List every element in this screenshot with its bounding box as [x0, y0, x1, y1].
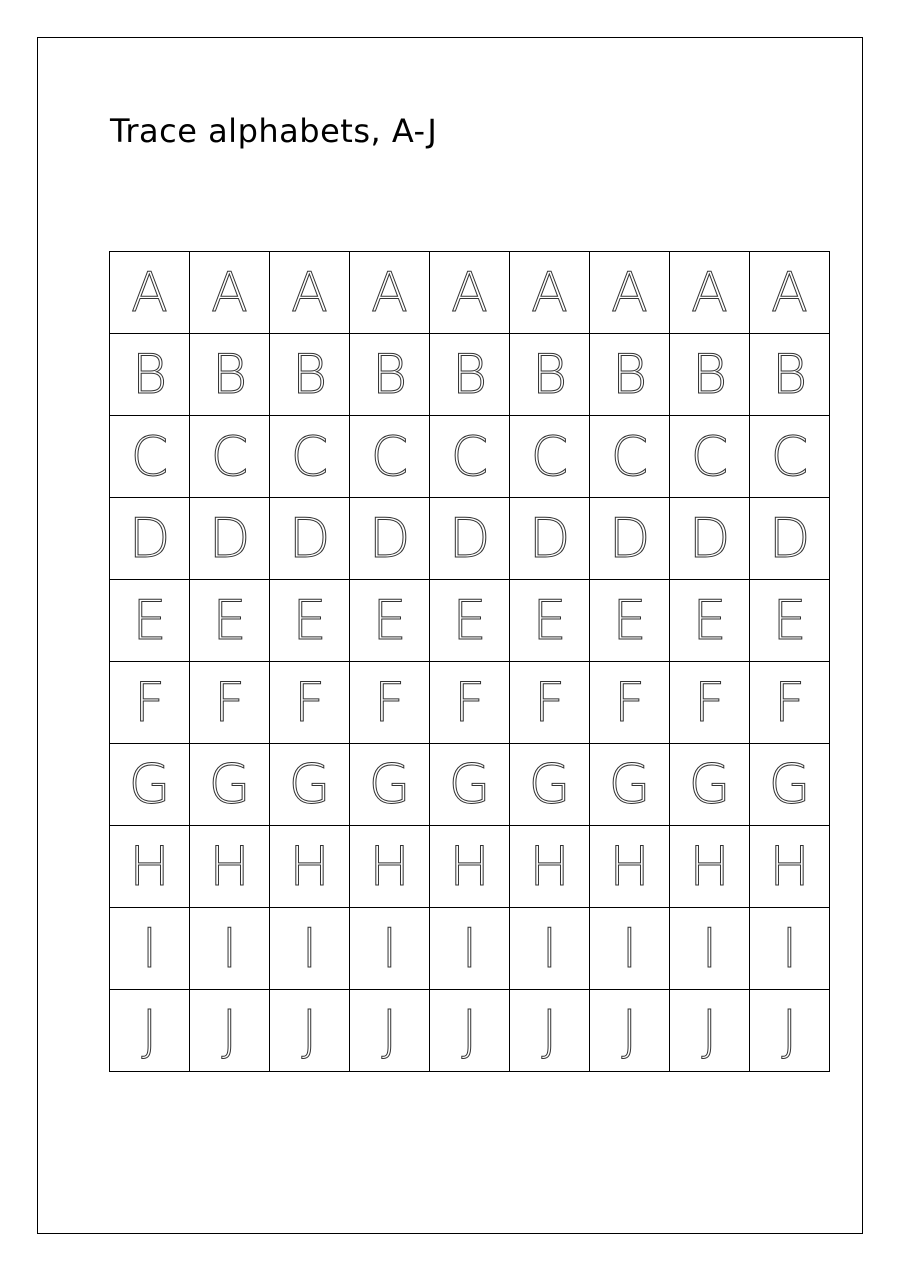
letter-row-e — [110, 580, 830, 662]
dotted-letter: E — [452, 588, 487, 652]
letter-row-j — [110, 990, 830, 1072]
trace-cell — [510, 662, 590, 744]
dotted-letter: J — [461, 998, 478, 1062]
trace-cell — [670, 416, 750, 498]
dotted-letter: B — [531, 342, 568, 406]
dotted-letter: E — [692, 588, 727, 652]
dotted-letter: F — [693, 670, 726, 734]
dotted-letter: A — [291, 260, 328, 324]
dotted-letter: J — [701, 998, 718, 1062]
trace-cell — [190, 826, 270, 908]
trace-cell — [590, 334, 670, 416]
trace-cell — [350, 498, 430, 580]
dotted-letter: F — [613, 670, 646, 734]
letter-row-i — [110, 908, 830, 990]
trace-cell — [590, 908, 670, 990]
trace-cell — [430, 416, 510, 498]
tracing-grid-body — [110, 252, 830, 1072]
dotted-letter: C — [290, 424, 329, 488]
dotted-letter: I — [781, 916, 798, 980]
trace-cell — [110, 662, 190, 744]
trace-cell — [190, 744, 270, 826]
trace-cell — [110, 990, 190, 1072]
dotted-letter: C — [210, 424, 249, 488]
dotted-letter: H — [449, 834, 490, 898]
dotted-letter: I — [701, 916, 718, 980]
dotted-letter: G — [688, 752, 731, 816]
trace-cell — [350, 334, 430, 416]
dotted-letter: E — [612, 588, 647, 652]
trace-cell — [350, 416, 430, 498]
trace-cell — [510, 416, 590, 498]
dotted-letter: C — [610, 424, 649, 488]
trace-cell — [110, 744, 190, 826]
trace-cell — [510, 908, 590, 990]
trace-cell — [670, 744, 750, 826]
dotted-letter: C — [450, 424, 489, 488]
trace-cell — [430, 908, 510, 990]
dotted-letter: G — [128, 752, 171, 816]
dotted-letter: E — [132, 588, 167, 652]
dotted-letter: J — [781, 998, 798, 1062]
trace-cell — [270, 826, 350, 908]
dotted-letter: C — [370, 424, 409, 488]
dotted-letter: C — [130, 424, 169, 488]
dotted-letter: G — [368, 752, 411, 816]
dotted-letter: F — [133, 670, 166, 734]
dotted-letter: G — [208, 752, 251, 816]
trace-cell — [510, 744, 590, 826]
dotted-letter: I — [141, 916, 158, 980]
trace-cell — [430, 498, 510, 580]
dotted-letter: E — [772, 588, 807, 652]
dotted-letter: F — [533, 670, 566, 734]
dotted-letter: D — [368, 506, 411, 570]
dotted-letter: D — [448, 506, 491, 570]
dotted-letter: C — [530, 424, 569, 488]
trace-cell — [430, 744, 510, 826]
trace-cell — [270, 990, 350, 1072]
trace-cell — [350, 662, 430, 744]
dotted-letter: H — [209, 834, 250, 898]
trace-cell — [590, 744, 670, 826]
dotted-letter: F — [213, 670, 246, 734]
trace-cell — [670, 826, 750, 908]
dotted-letter: D — [688, 506, 731, 570]
dotted-letter: A — [371, 260, 408, 324]
letter-row-d — [110, 498, 830, 580]
trace-cell — [590, 826, 670, 908]
trace-cell — [190, 334, 270, 416]
trace-cell — [190, 662, 270, 744]
trace-cell — [750, 416, 830, 498]
trace-cell — [590, 416, 670, 498]
dotted-letter: H — [689, 834, 730, 898]
dotted-letter: E — [372, 588, 407, 652]
trace-cell — [430, 826, 510, 908]
dotted-letter: G — [448, 752, 491, 816]
dotted-letter: I — [301, 916, 318, 980]
dotted-letter: I — [381, 916, 398, 980]
dotted-letter: F — [293, 670, 326, 734]
dotted-letter: I — [621, 916, 638, 980]
trace-cell — [270, 252, 350, 334]
dotted-letter: G — [608, 752, 651, 816]
trace-cell — [750, 252, 830, 334]
trace-cell — [270, 744, 350, 826]
letter-row-g — [110, 744, 830, 826]
trace-cell — [190, 416, 270, 498]
dotted-letter: F — [773, 670, 806, 734]
trace-cell — [750, 744, 830, 826]
trace-cell — [510, 580, 590, 662]
trace-cell — [590, 580, 670, 662]
letter-row-c — [110, 416, 830, 498]
trace-cell — [270, 498, 350, 580]
trace-cell — [670, 498, 750, 580]
dotted-letter: I — [461, 916, 478, 980]
trace-cell — [110, 826, 190, 908]
trace-cell — [110, 334, 190, 416]
dotted-letter: J — [621, 998, 638, 1062]
dotted-letter: G — [288, 752, 331, 816]
dotted-letter: J — [141, 998, 158, 1062]
dotted-letter: I — [541, 916, 558, 980]
trace-cell — [590, 498, 670, 580]
trace-cell — [270, 580, 350, 662]
dotted-letter: B — [771, 342, 808, 406]
dotted-letter: D — [208, 506, 251, 570]
trace-cell — [350, 908, 430, 990]
trace-cell — [510, 990, 590, 1072]
dotted-letter: I — [221, 916, 238, 980]
dotted-letter: B — [131, 342, 168, 406]
trace-cell — [270, 416, 350, 498]
trace-cell — [510, 334, 590, 416]
trace-cell — [670, 252, 750, 334]
dotted-letter: J — [301, 998, 318, 1062]
dotted-letter: B — [691, 342, 728, 406]
dotted-letter: F — [453, 670, 486, 734]
dotted-letter: E — [212, 588, 247, 652]
trace-cell — [670, 990, 750, 1072]
trace-cell — [270, 662, 350, 744]
dotted-letter: B — [291, 342, 328, 406]
trace-cell — [110, 580, 190, 662]
trace-cell — [270, 334, 350, 416]
trace-cell — [670, 908, 750, 990]
dotted-letter: A — [691, 260, 728, 324]
trace-cell — [110, 416, 190, 498]
trace-cell — [110, 498, 190, 580]
trace-cell — [750, 580, 830, 662]
dotted-letter: G — [768, 752, 811, 816]
trace-cell — [750, 908, 830, 990]
dotted-letter: H — [369, 834, 410, 898]
dotted-letter: E — [532, 588, 567, 652]
trace-cell — [670, 580, 750, 662]
trace-cell — [510, 498, 590, 580]
trace-cell — [670, 662, 750, 744]
trace-cell — [110, 908, 190, 990]
trace-cell — [750, 334, 830, 416]
dotted-letter: A — [611, 260, 648, 324]
dotted-letter: B — [451, 342, 488, 406]
dotted-letter: D — [768, 506, 811, 570]
trace-cell — [750, 826, 830, 908]
trace-cell — [430, 990, 510, 1072]
trace-cell — [590, 252, 670, 334]
trace-cell — [190, 580, 270, 662]
trace-cell — [350, 580, 430, 662]
dotted-letter: A — [531, 260, 568, 324]
trace-cell — [190, 908, 270, 990]
trace-cell — [350, 990, 430, 1072]
trace-cell — [350, 744, 430, 826]
trace-cell — [590, 990, 670, 1072]
dotted-letter: H — [129, 834, 170, 898]
dotted-letter: B — [611, 342, 648, 406]
dotted-letter: B — [211, 342, 248, 406]
trace-cell — [670, 334, 750, 416]
dotted-letter: G — [528, 752, 571, 816]
trace-cell — [190, 252, 270, 334]
trace-cell — [750, 498, 830, 580]
dotted-letter: C — [690, 424, 729, 488]
trace-cell — [510, 252, 590, 334]
letter-row-b — [110, 334, 830, 416]
tracing-grid — [109, 251, 830, 1072]
dotted-letter: H — [609, 834, 650, 898]
dotted-letter: J — [541, 998, 558, 1062]
dotted-letter: A — [771, 260, 808, 324]
dotted-letter: H — [529, 834, 570, 898]
letter-row-h — [110, 826, 830, 908]
trace-cell — [430, 334, 510, 416]
letter-row-f — [110, 662, 830, 744]
dotted-letter: J — [381, 998, 398, 1062]
trace-cell — [110, 252, 190, 334]
dotted-letter: A — [211, 260, 248, 324]
trace-cell — [190, 498, 270, 580]
dotted-letter: H — [289, 834, 330, 898]
trace-cell — [430, 580, 510, 662]
dotted-letter: J — [221, 998, 238, 1062]
letter-row-a — [110, 252, 830, 334]
dotted-letter: A — [451, 260, 488, 324]
trace-cell — [270, 908, 350, 990]
trace-cell — [590, 662, 670, 744]
dotted-letter: F — [373, 670, 406, 734]
trace-cell — [510, 826, 590, 908]
dotted-letter: A — [131, 260, 168, 324]
trace-cell — [350, 826, 430, 908]
trace-cell — [750, 990, 830, 1072]
trace-cell — [350, 252, 430, 334]
dotted-letter: C — [770, 424, 809, 488]
dotted-letter: D — [608, 506, 651, 570]
dotted-letter: B — [371, 342, 408, 406]
trace-cell — [430, 662, 510, 744]
dotted-letter: D — [128, 506, 171, 570]
trace-cell — [750, 662, 830, 744]
worksheet-title: Trace alphabets, A-J — [110, 112, 438, 150]
dotted-letter: D — [288, 506, 331, 570]
dotted-letter: D — [528, 506, 571, 570]
dotted-letter: H — [769, 834, 810, 898]
trace-cell — [190, 990, 270, 1072]
trace-cell — [430, 252, 510, 334]
dotted-letter: E — [292, 588, 327, 652]
